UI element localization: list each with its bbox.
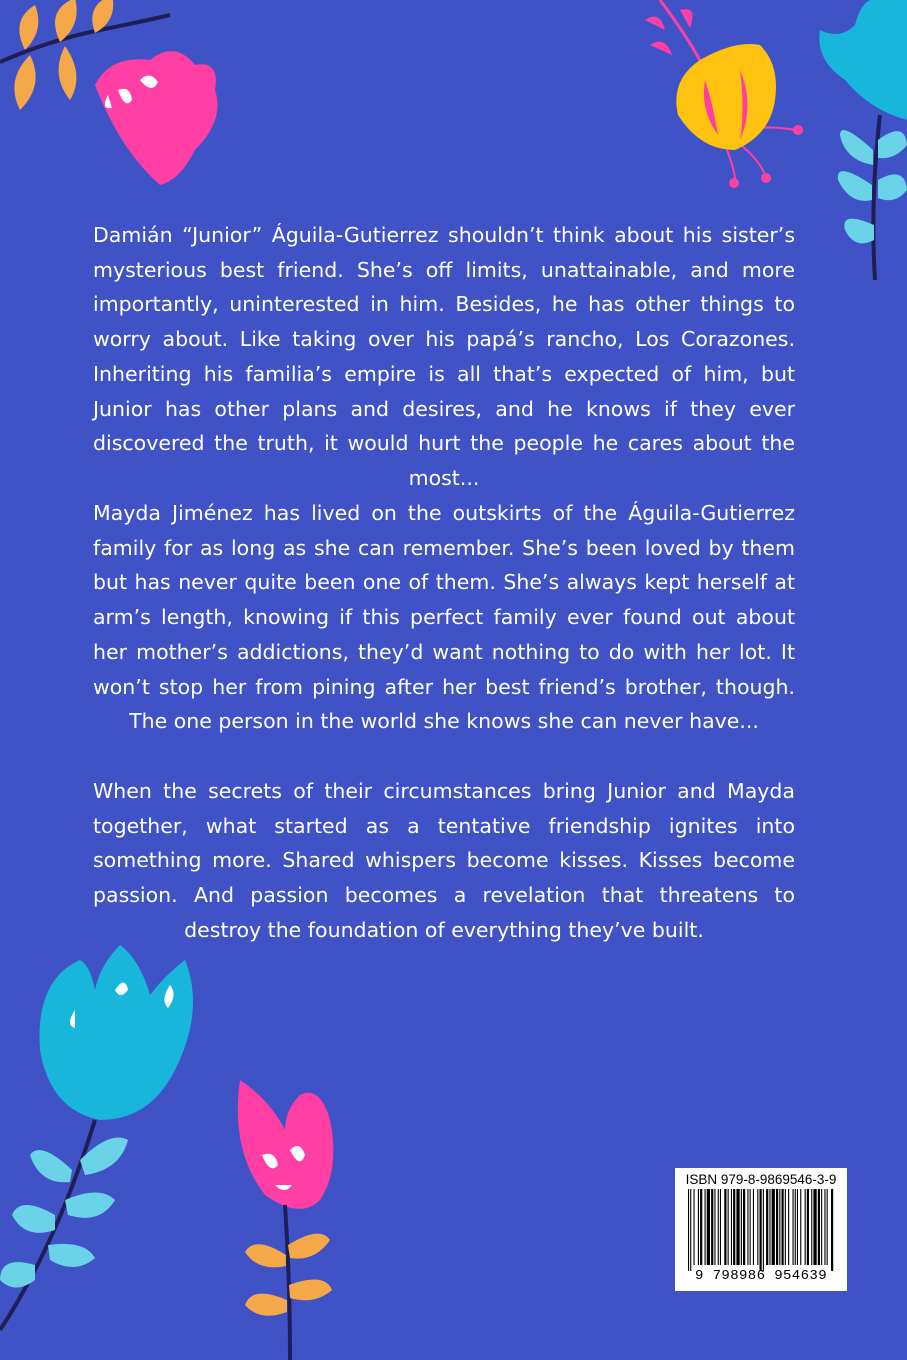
barcode-bar (694, 1189, 695, 1265)
barcode-bar (827, 1189, 828, 1265)
barcode-bar (728, 1189, 729, 1265)
barcode-bar (743, 1189, 745, 1265)
isbn-label: ISBN 979-8-9869546-3-9 (685, 1172, 837, 1187)
barcode-bar (688, 1189, 689, 1271)
barcode-bar (733, 1189, 735, 1265)
isbn-digits: 9 798986 954639 (694, 1268, 828, 1284)
barcode-bar (750, 1189, 751, 1265)
barcode-bar (818, 1189, 820, 1265)
barcode-bar (731, 1189, 732, 1265)
barcode-bar (757, 1189, 758, 1265)
barcode-bar (753, 1189, 754, 1265)
barcode-bar (782, 1189, 784, 1265)
blurb-paragraph-2: Mayda Jiménez has lived on the outskirts of the Águila-Gutierrez family for as long as she can remember. She’s been loved by them but has never quite been one of them. She’s always kept herself at arm’s length, knowing if this perfect family ever found out about her mother’s addictions, they’d want nothing to do with her lot. It won’t stop her from pining after her best friend’s brother, though. The one person in the world she knows she can never have... (93, 501, 795, 734)
barcode-bar (705, 1189, 706, 1265)
barcode-bar (769, 1189, 770, 1265)
barcode-bar (795, 1189, 796, 1265)
barcode-bar (797, 1189, 798, 1265)
barcode-bar (724, 1189, 726, 1265)
barcode-bar (785, 1189, 786, 1265)
blurb-paragraph-1: Damián “Junior” Águila-Gutierrez shouldn’t think about his sister’s mysterious best friend. She’s off limits, unattainable, and more importantly, uninterested in him. Besides, he has other things to worry about. Like taking over his papá’s rancho, Los Corazones. Inheriting his familia’s empire is all that’s expected of him, but Junior has other plans and desires, and he knows if they ever discovered the truth, it would hurt the people he cares about the most... (93, 223, 795, 490)
barcode-bar (766, 1189, 768, 1265)
barcode-bar (788, 1189, 789, 1265)
flower-icon (238, 1080, 334, 1209)
barcode-bar (772, 1189, 775, 1265)
barcode-bar (718, 1189, 719, 1265)
barcode-bar (720, 1189, 721, 1265)
barcode-bar (760, 1189, 762, 1271)
barcode-bar (800, 1189, 801, 1265)
barcode-bar (741, 1189, 742, 1265)
barcode-bar (690, 1189, 691, 1271)
flower-icon (40, 945, 194, 1120)
barcode-bar (793, 1189, 794, 1265)
barcode-bar (807, 1189, 809, 1265)
flower-icon (95, 51, 218, 185)
barcode-bar (779, 1189, 780, 1265)
barcode-bar (736, 1189, 739, 1265)
barcode-bars (682, 1189, 840, 1271)
barcode-bar (711, 1189, 713, 1265)
barcode-bar (824, 1189, 825, 1265)
barcode-bar (698, 1189, 699, 1265)
barcode-bar (811, 1189, 812, 1265)
barcode-bar (707, 1189, 710, 1265)
barcode-bar (776, 1189, 778, 1265)
stem (285, 1205, 290, 1360)
blurb-paragraph-3: When the secrets of their circumstances bring Junior and Mayda together, what started as a tentative friendship ignites into something more. Shared whispers become kisses. Kisses become passion. And passion becomes a revelation that threatens to destroy the foundation of everything they’ve built. (93, 779, 795, 942)
barcode-bar (805, 1189, 806, 1265)
barcode-bar (831, 1189, 833, 1271)
barcode-bar (821, 1189, 822, 1265)
barcode-bar (700, 1189, 702, 1265)
leaf-icon (0, 1138, 128, 1288)
flower-icon (676, 44, 776, 150)
isbn-barcode (675, 1168, 847, 1291)
barcode-bar (714, 1189, 715, 1265)
barcode-bar (763, 1189, 764, 1271)
barcode-bar (747, 1189, 748, 1265)
barcode-bar (813, 1189, 816, 1265)
